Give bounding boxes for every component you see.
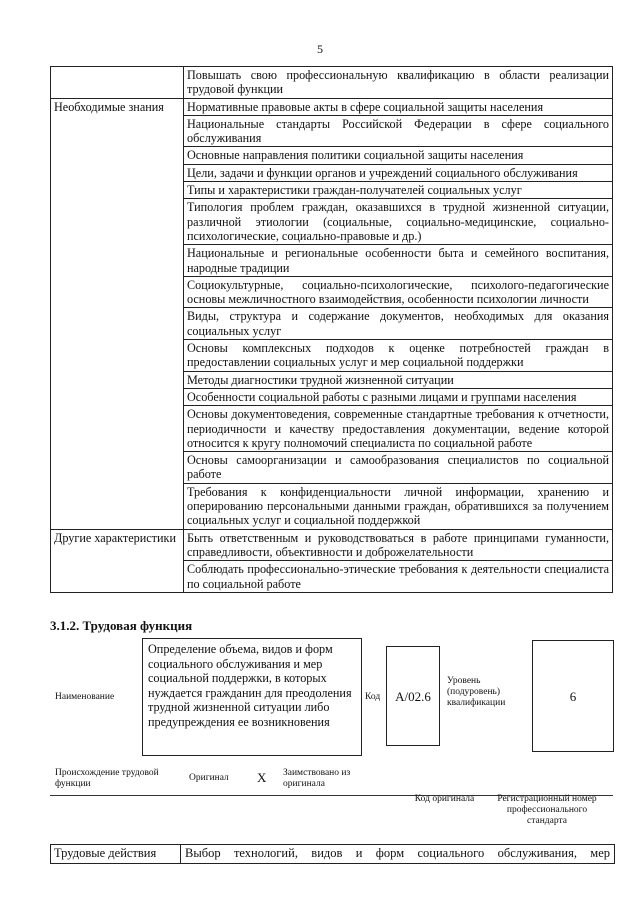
- table-row: [51, 67, 613, 99]
- row-label: Необходимые знания: [51, 98, 184, 529]
- level-value: 6: [569, 689, 577, 704]
- row-item: Быть ответственным и руководствоваться в работе принципами гуманности, справедливости, объективности и доброжелательности: [184, 529, 613, 561]
- labor-actions-label: Трудовые действия: [51, 845, 181, 863]
- origin-label: Происхождение трудовой функции: [55, 768, 159, 789]
- code-value: A/02.6: [395, 689, 431, 704]
- row-item: Нормативные правовые акты в сфере социальной защиты населения: [184, 98, 613, 115]
- row-item: Соблюдать профессионально-этические требования к деятельности специалиста по социальной работе: [184, 561, 613, 593]
- row-item: Типы и характеристики граждан-получателей социальных услуг: [184, 182, 613, 199]
- row-item: Виды, структура и содержание документов, необходимых для оказания социальных услуг: [184, 308, 613, 340]
- row-item: Основы комплексных подходов к оценке потребностей граждан в предоставлении социальных услуг и мер социальной поддержки: [184, 340, 613, 372]
- original-label: Оригинал: [189, 773, 229, 783]
- row-item: Основы документоведения, современные стандартные требования к отчетности, периодичности и качеству предоставления документации, ведение которой относится к кругу полномочий специалиста по социальной работе: [184, 406, 613, 452]
- row-item: Требования к конфиденциальности личной информации, хранению и оперированию персональными данными граждан, обратившихся за получением социальных услуг и социальной поддержкой: [184, 483, 613, 529]
- code-label: Код: [365, 692, 381, 702]
- row-item: Основные направления политики социальной защиты населения: [184, 147, 613, 164]
- level-box: [532, 640, 614, 752]
- code-box: [386, 646, 440, 746]
- row-item: Национальные и региональные особенности быта и семейного воспитания, народные традиции: [184, 245, 613, 277]
- code-original-caption: Код оригинала: [414, 794, 475, 804]
- original-mark: X: [257, 770, 267, 785]
- function-name-box: [142, 638, 362, 756]
- labor-actions-text: Выбор технологий, видов и форм социального обслуживания, мер: [185, 846, 610, 860]
- row-item: Национальные стандарты Российской Федерации в сфере социального обслуживания: [184, 115, 613, 147]
- row-item: Основы самоорганизации и самообразования специалистов по социальной работе: [184, 452, 613, 484]
- row-item: Социокультурные, социально-психологические, психолого-педагогические основы межличностного взаимодействия, особенности психологии личности: [184, 276, 613, 308]
- row-item: Методы диагностики трудной жизненной ситуации: [184, 371, 613, 388]
- section-heading: 3.1.2. Трудовая функция: [50, 618, 193, 633]
- table-row: [51, 98, 613, 115]
- row-item: Цели, задачи и функции органов и учреждений социального обслуживания: [184, 164, 613, 181]
- row-label: Другие характеристики: [51, 529, 184, 592]
- reg-number-caption: Регистрационный номер профессионального стандарта: [497, 794, 597, 826]
- row-item: Повышать свою профессиональную квалификацию в области реализации трудовой функции: [184, 67, 613, 99]
- name-label: Наименование: [55, 692, 115, 702]
- borrowed-label: Заимствовано из оригинала: [283, 768, 351, 789]
- function-name-value: Определение объема, видов и форм социального обслуживания и мер социальной поддержки, в которых нуждается гражданин для преодоления трудной жизненной ситуации либо предупреждения ее возникновения: [148, 642, 352, 729]
- page-number: 5: [317, 42, 323, 56]
- row-item: Типология проблем граждан, оказавшихся в трудной жизненной ситуации, различной этиологии (социальные, социально-медицинские, социально-психологические, социально-правовые и др.): [184, 199, 613, 245]
- labor-actions-row: [50, 844, 615, 864]
- level-label: Уровень (подуровень) квалификации: [447, 676, 506, 708]
- row-item: Особенности социальной работы с разными лицами и группами населения: [184, 388, 613, 405]
- requirements-table: [50, 66, 613, 593]
- row-label: [51, 67, 184, 99]
- table-row: [51, 529, 613, 561]
